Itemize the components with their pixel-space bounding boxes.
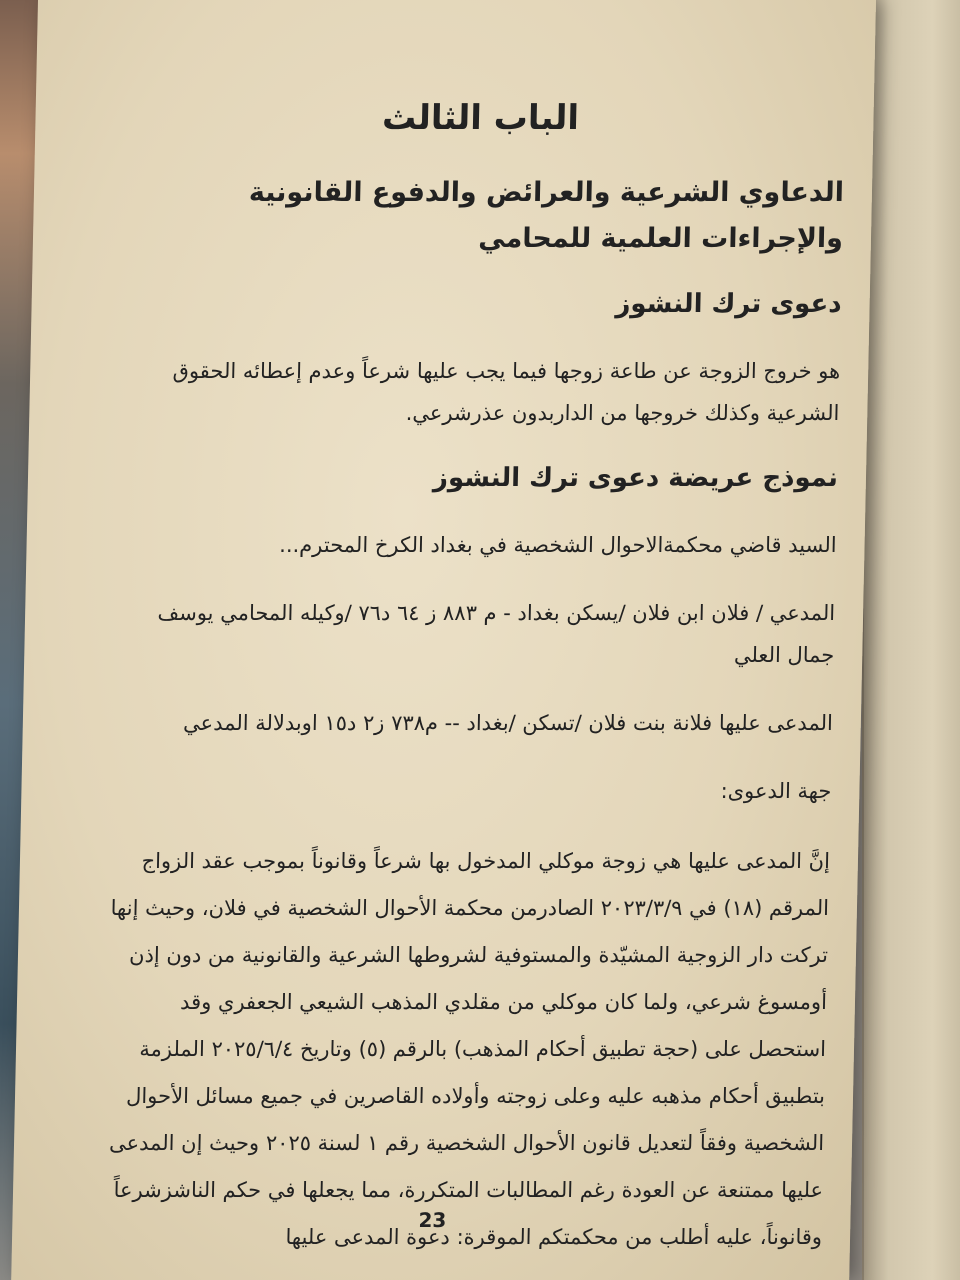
addressee-line: السيد قاضي محكمةالاحوال الشخصية في بغداد الكرخ المحترم... xyxy=(279,533,837,557)
definition-paragraph: هو خروج الزوجة عن طاعة زوجها فيما يجب عليها شرعاً وعدم إعطائه الحقوق الشرعية وكذلك خروجها من الداربدون عذرشرعي. xyxy=(172,359,841,425)
claim-heading: جهة الدعوى: xyxy=(720,779,832,803)
claim-body: إنَّ المدعى عليها هي زوجة موكلي المدخول بها شرعاً وقانوناً بموجب عقد الزواج المرقم (١٨) في ٢٠٢٣/٣/٩ الصادرمن محكمة الأحوال الشخصية في فلان، وحيث إنها تركت دار الزوجية المشيّدة والمستوفية لشروطها الشرعية والقانونية من دون إذن أومسوغ شرعي، ولما كان موكلي من مقلدي المذهب الشيعي الجعفري وقد استحصل على (حجة تطبيق أحكام المذهب) بالرقم (٥) وتاريخ ٢٠٢٥/٦/٤ الملزمة بتطبيق أحكام مذهبه عليه وعلى زوجته وأولاده القاصرين في جميع مسائل الأحوال الشخصية وفقاً لتعديل قانون الأحوال الشخصية رقم ١ لسنة ٢٠٢٥ وحيث إن المدعى عليها ممتنعة عن العودة رغم المطالبات المتكررة، مما يجعلها في حكم الناشزشرعاً وقانوناً، عليه أطلب من محكمتكم الموقرة: دعوة المدعى عليها xyxy=(108,849,831,1249)
defendant-line: المدعى عليها فلانة بنت فلان /تسكن /بغداد -- م٧٣٨ ز٢ د١٥ اوبدلالة المدعي xyxy=(182,711,834,735)
book-page xyxy=(11,0,876,1280)
sample-title: نموذج عريضة دعوى ترك النشوز xyxy=(432,463,839,493)
page-number: 23 xyxy=(418,1208,447,1232)
chapter-title: الباب الثالث xyxy=(381,98,580,138)
section-title: الدعاوي الشرعية والعرائض والدفوع القانونية والإجراءات العلمية للمحامي xyxy=(248,177,845,254)
page-content xyxy=(92,80,847,1261)
case-title: دعوى ترك النشوز xyxy=(615,289,842,319)
plaintiff-line: المدعي / فلان ابن فلان /يسكن بغداد - م ٨٨٣ ز ٦٤ د٧٦ /وكيله المحامي يوسف جمال العلي xyxy=(157,601,836,667)
adjacent-page-edge xyxy=(862,0,960,1280)
